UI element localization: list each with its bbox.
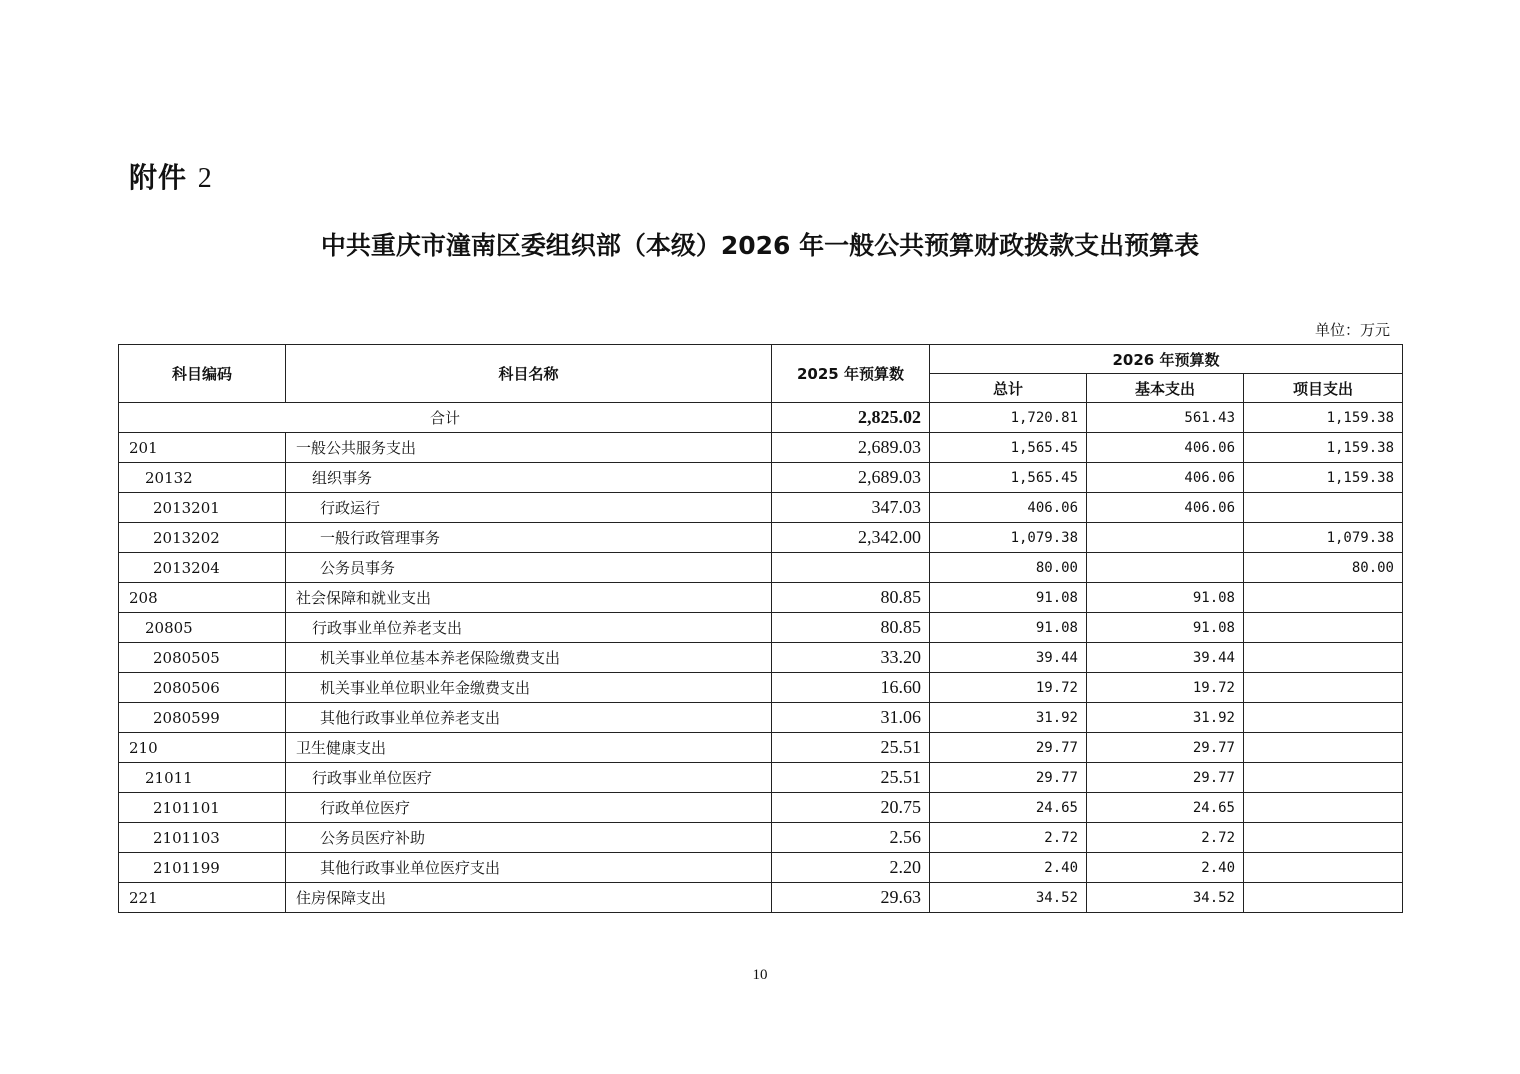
total-budget-2025: 2,825.02 bbox=[772, 403, 930, 433]
cell-name: 行政单位医疗 bbox=[286, 793, 772, 823]
table-row bbox=[119, 553, 1403, 583]
cell-basic: 19.72 bbox=[1087, 673, 1244, 703]
page-title: 中共重庆市潼南区委组织部（本级）2026 年一般公共预算财政拨款支出预算表 bbox=[320, 231, 1200, 260]
cell-basic: 34.52 bbox=[1087, 883, 1244, 913]
cell-budget-2025: 2,689.03 bbox=[772, 433, 930, 463]
cell-project bbox=[1244, 673, 1403, 703]
table-row bbox=[119, 463, 1403, 493]
cell-project bbox=[1244, 853, 1403, 883]
cell-project bbox=[1244, 823, 1403, 853]
cell-budget-2025: 33.20 bbox=[772, 643, 930, 673]
cell-budget-2025: 80.85 bbox=[772, 613, 930, 643]
cell-basic: 406.06 bbox=[1087, 463, 1244, 493]
cell-name: 公务员医疗补助 bbox=[286, 823, 772, 853]
unit-label: 单位：万元 bbox=[1314, 321, 1390, 339]
cell-code: 2013204 bbox=[119, 553, 286, 583]
cell-project: 1,079.38 bbox=[1244, 523, 1403, 553]
cell-budget-2025: 80.85 bbox=[772, 583, 930, 613]
table-row bbox=[119, 493, 1403, 523]
header-budget-2026: 2026 年预算数 bbox=[930, 345, 1403, 374]
header-budget-2025: 2025 年预算数 bbox=[772, 345, 930, 403]
cell-name: 其他行政事业单位养老支出 bbox=[286, 703, 772, 733]
cell-code: 2101101 bbox=[119, 793, 286, 823]
cell-budget-2025: 2,689.03 bbox=[772, 463, 930, 493]
cell-code: 210 bbox=[119, 733, 286, 763]
cell-total: 34.52 bbox=[930, 883, 1087, 913]
total-row bbox=[119, 403, 1403, 433]
cell-code: 20132 bbox=[119, 463, 286, 493]
attachment-label bbox=[129, 156, 213, 196]
cell-budget-2025: 25.51 bbox=[772, 763, 930, 793]
cell-basic bbox=[1087, 523, 1244, 553]
table-row bbox=[119, 613, 1403, 643]
table-row bbox=[119, 793, 1403, 823]
table-row bbox=[119, 883, 1403, 913]
table-row bbox=[119, 823, 1403, 853]
cell-name: 行政事业单位养老支出 bbox=[286, 613, 772, 643]
cell-budget-2025: 25.51 bbox=[772, 733, 930, 763]
cell-total: 24.65 bbox=[930, 793, 1087, 823]
cell-budget-2025: 29.63 bbox=[772, 883, 930, 913]
cell-code: 2080599 bbox=[119, 703, 286, 733]
cell-code: 208 bbox=[119, 583, 286, 613]
cell-budget-2025: 347.03 bbox=[772, 493, 930, 523]
cell-total: 19.72 bbox=[930, 673, 1087, 703]
cell-name: 社会保障和就业支出 bbox=[286, 583, 772, 613]
cell-name: 机关事业单位基本养老保险缴费支出 bbox=[286, 643, 772, 673]
total-project: 1,159.38 bbox=[1244, 403, 1403, 433]
cell-budget-2025: 20.75 bbox=[772, 793, 930, 823]
table-row bbox=[119, 643, 1403, 673]
cell-budget-2025: 2.56 bbox=[772, 823, 930, 853]
cell-name: 卫生健康支出 bbox=[286, 733, 772, 763]
cell-basic: 29.77 bbox=[1087, 763, 1244, 793]
total-basic: 561.43 bbox=[1087, 403, 1244, 433]
cell-basic: 29.77 bbox=[1087, 733, 1244, 763]
cell-basic: 24.65 bbox=[1087, 793, 1244, 823]
cell-total: 31.92 bbox=[930, 703, 1087, 733]
cell-project bbox=[1244, 583, 1403, 613]
header-project: 项目支出 bbox=[1244, 374, 1403, 403]
table-row bbox=[119, 763, 1403, 793]
cell-basic: 2.40 bbox=[1087, 853, 1244, 883]
cell-code: 2101103 bbox=[119, 823, 286, 853]
table-row bbox=[119, 673, 1403, 703]
header-name: 科目名称 bbox=[286, 345, 772, 403]
cell-name: 组织事务 bbox=[286, 463, 772, 493]
header-basic: 基本支出 bbox=[1087, 374, 1244, 403]
cell-project bbox=[1244, 703, 1403, 733]
attachment-number: 2 bbox=[197, 163, 213, 194]
cell-project: 1,159.38 bbox=[1244, 463, 1403, 493]
attachment-text: 附件 bbox=[129, 161, 188, 194]
cell-name: 一般公共服务支出 bbox=[286, 433, 772, 463]
cell-project bbox=[1244, 613, 1403, 643]
table-row bbox=[119, 433, 1403, 463]
header-total: 总计 bbox=[930, 374, 1087, 403]
page-number: 10 bbox=[752, 967, 768, 983]
cell-project: 80.00 bbox=[1244, 553, 1403, 583]
cell-code: 221 bbox=[119, 883, 286, 913]
cell-name: 其他行政事业单位医疗支出 bbox=[286, 853, 772, 883]
cell-total: 29.77 bbox=[930, 763, 1087, 793]
cell-total: 406.06 bbox=[930, 493, 1087, 523]
table-row bbox=[119, 703, 1403, 733]
total-total: 1,720.81 bbox=[930, 403, 1087, 433]
cell-total: 29.77 bbox=[930, 733, 1087, 763]
cell-basic: 406.06 bbox=[1087, 493, 1244, 523]
cell-total: 2.40 bbox=[930, 853, 1087, 883]
cell-budget-2025 bbox=[772, 553, 930, 583]
cell-code: 2013201 bbox=[119, 493, 286, 523]
cell-name: 行政运行 bbox=[286, 493, 772, 523]
cell-project: 1,159.38 bbox=[1244, 433, 1403, 463]
cell-project bbox=[1244, 883, 1403, 913]
cell-budget-2025: 2.20 bbox=[772, 853, 930, 883]
cell-project bbox=[1244, 493, 1403, 523]
cell-name: 住房保障支出 bbox=[286, 883, 772, 913]
cell-budget-2025: 2,342.00 bbox=[772, 523, 930, 553]
cell-total: 1,565.45 bbox=[930, 433, 1087, 463]
cell-total: 39.44 bbox=[930, 643, 1087, 673]
cell-total: 2.72 bbox=[930, 823, 1087, 853]
cell-code: 20805 bbox=[119, 613, 286, 643]
cell-basic: 2.72 bbox=[1087, 823, 1244, 853]
table-row bbox=[119, 523, 1403, 553]
table-row bbox=[119, 853, 1403, 883]
cell-basic: 91.08 bbox=[1087, 583, 1244, 613]
cell-code: 201 bbox=[119, 433, 286, 463]
table-row bbox=[119, 733, 1403, 763]
cell-basic: 406.06 bbox=[1087, 433, 1244, 463]
cell-total: 1,079.38 bbox=[930, 523, 1087, 553]
cell-basic: 91.08 bbox=[1087, 613, 1244, 643]
cell-name: 一般行政管理事务 bbox=[286, 523, 772, 553]
cell-name: 公务员事务 bbox=[286, 553, 772, 583]
cell-basic: 31.92 bbox=[1087, 703, 1244, 733]
cell-total: 80.00 bbox=[930, 553, 1087, 583]
budget-table bbox=[118, 344, 1403, 913]
cell-code: 2013202 bbox=[119, 523, 286, 553]
cell-project bbox=[1244, 643, 1403, 673]
header-code: 科目编码 bbox=[119, 345, 286, 403]
header-row-1 bbox=[119, 345, 1403, 374]
cell-code: 2080505 bbox=[119, 643, 286, 673]
table-row bbox=[119, 583, 1403, 613]
cell-project bbox=[1244, 793, 1403, 823]
cell-code: 2101199 bbox=[119, 853, 286, 883]
cell-total: 1,565.45 bbox=[930, 463, 1087, 493]
cell-name: 机关事业单位职业年金缴费支出 bbox=[286, 673, 772, 703]
cell-code: 2080506 bbox=[119, 673, 286, 703]
cell-project bbox=[1244, 733, 1403, 763]
cell-basic: 39.44 bbox=[1087, 643, 1244, 673]
cell-code: 21011 bbox=[119, 763, 286, 793]
cell-basic bbox=[1087, 553, 1244, 583]
cell-total: 91.08 bbox=[930, 583, 1087, 613]
cell-project bbox=[1244, 763, 1403, 793]
total-label: 合计 bbox=[119, 403, 772, 433]
cell-name: 行政事业单位医疗 bbox=[286, 763, 772, 793]
cell-budget-2025: 31.06 bbox=[772, 703, 930, 733]
cell-total: 91.08 bbox=[930, 613, 1087, 643]
cell-budget-2025: 16.60 bbox=[772, 673, 930, 703]
